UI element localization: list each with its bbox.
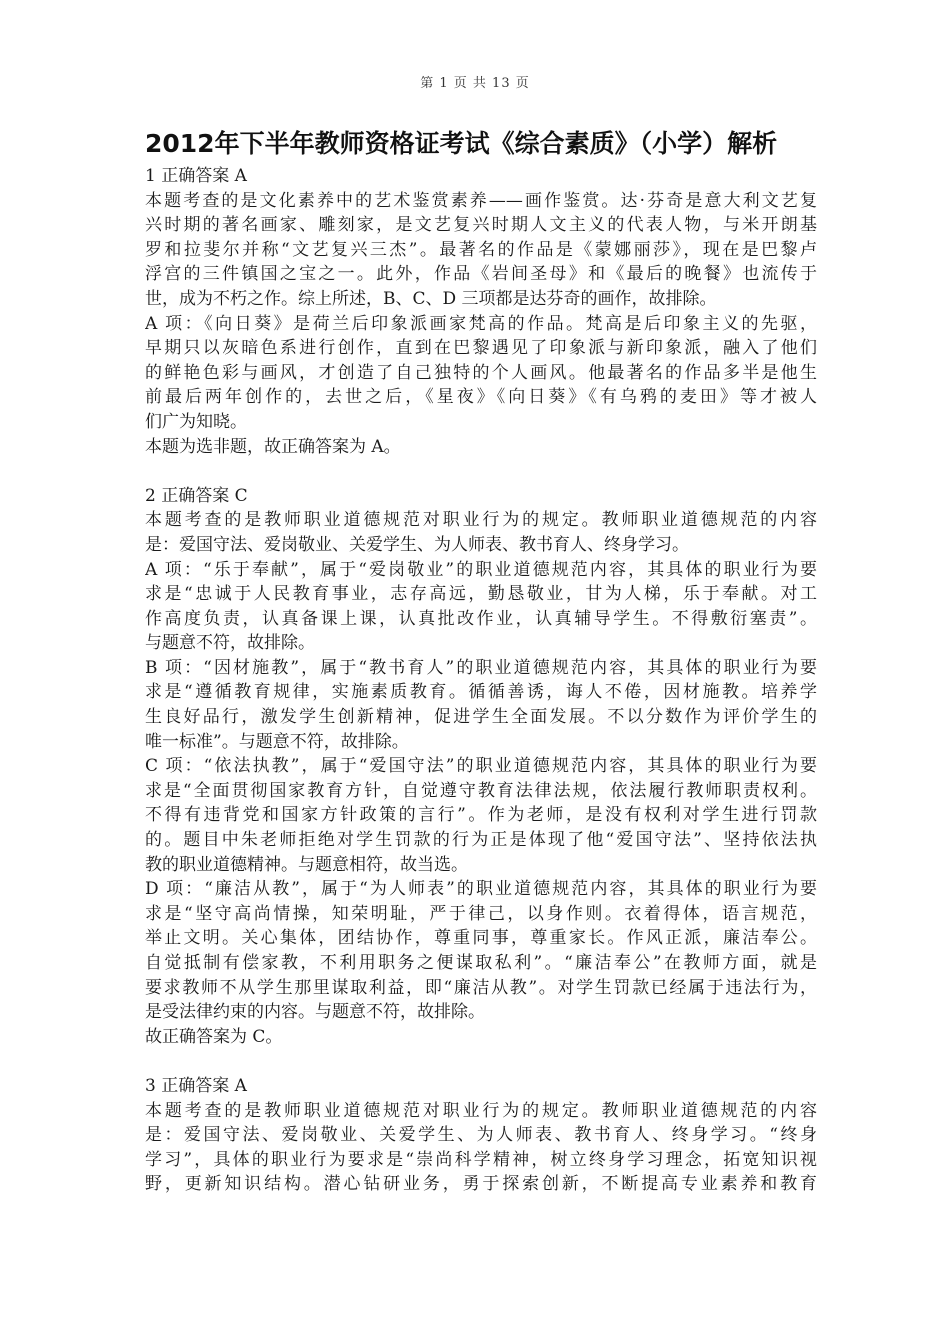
text-line: 世，成为不朽之作。综上所述，B、C、D 三项都是达芬奇的画作，故排除。 <box>145 288 717 309</box>
text-line: 举止文明。关心集体，团结协作，尊重同事，尊重家长。作风正派，廉洁奉公。 <box>145 928 817 949</box>
text-line: 2 正确答案 C <box>145 485 248 506</box>
text-line: 前最后两年创作的，去世之后，《星夜》《向日葵》《有乌鸦的麦田》等才被人 <box>145 387 817 408</box>
text-line: 学习”，具体的职业行为要求是“崇尚科学精神，树立终身学习理念，拓宽知识视 <box>145 1149 817 1170</box>
blank-line <box>145 459 817 484</box>
blank-line <box>145 1049 817 1074</box>
text-line: 浮宫的三件镇国之宝之一。此外，作品《岩间圣母》和《最后的晚餐》也流传于 <box>145 264 817 285</box>
text-line: D 项：“廉洁从教”，属于“为人师表”的职业道德规范内容，其具体的职业行为要 <box>145 879 817 900</box>
text-line: 故正确答案为 C。 <box>145 1026 283 1047</box>
text-line: 是：爱国守法、爱岗敬业、关爱学生、为人师表、教书育人、终身学习。“终身 <box>145 1125 817 1146</box>
text-line: A 项：《向日葵》是荷兰后印象派画家梵高的作品。梵高是后印象主义的先驱， <box>145 313 817 334</box>
text-line: 唯一标准”。与题意不符，故排除。 <box>145 731 409 752</box>
text-line: 求是“全面贯彻国家教育方针，自觉遵守教育法律法规，依法履行教师职责权利。 <box>145 780 817 801</box>
text-line: 本题考查的是教师职业道德规范对职业行为的规定。教师职业道德规范的内容 <box>145 510 817 531</box>
text-line: 1 正确答案 A <box>145 166 247 186</box>
text-line: 兴时期的著名画家、雕刻家，是文艺复兴时期人文主义的代表人物，与米开朗基 <box>145 215 817 236</box>
text-line: 本题为选非题，故正确答案为 A。 <box>145 436 401 457</box>
text-line: 们广为知晓。 <box>145 411 247 432</box>
text-line: 本题考查的是文化素养中的艺术鉴赏素养——画作鉴赏。达·芬奇是意大利文艺复 <box>145 190 817 211</box>
text-line: 的鲜艳色彩与画风，才创造了自己独特的个人画风。他最著名的作品多半是他生 <box>145 362 817 383</box>
text-line: 与题意不符，故排除。 <box>145 633 315 654</box>
text-line: 本题考查的是教师职业道德规范对职业行为的规定。教师职业道德规范的内容 <box>145 1100 817 1121</box>
document-body <box>145 164 817 1197</box>
text-line: 不得有违背党和国家方针政策的言行”。作为老师，是没有权利对学生进行罚款 <box>145 805 817 826</box>
text-line: B 项：“因材施教”，属于“教书育人”的职业道德规范内容，其具体的职业行为要 <box>145 657 817 678</box>
text-line: 3 正确答案 A <box>145 1075 247 1096</box>
text-line: 求是“遵循教育规律，实施素质教育。循循善诱，诲人不倦，因材施教。培养学 <box>145 682 817 703</box>
text-line: 野，更新知识结构。潜心钻研业务，勇于探索创新，不断提高专业素养和教育 <box>145 1174 817 1195</box>
text-line: 的。题目中朱老师拒绝对学生罚款的行为正是体现了他“爱国守法”、坚持依法执 <box>145 830 817 851</box>
text-line: 生良好品行，激发学生创新精神，促进学生全面发展。不以分数作为评价学生的 <box>145 707 817 728</box>
text-line: C 项：“依法执教”，属于“爱国守法”的职业道德规范内容，其具体的职业行为要 <box>145 756 817 777</box>
text-line: 求是“坚守高尚情操，知荣明耻，严于律己，以身作则。衣着得体，语言规范， <box>145 903 817 924</box>
document-title: 2012年下半年教师资格证考试《综合素质》（小学）解析 <box>145 129 778 158</box>
page-number-header: 第 1 页 共 13 页 <box>420 76 530 91</box>
text-line: 作高度负责，认真备课上课，认真批改作业，认真辅导学生。不得敷衍塞责”。 <box>145 608 817 629</box>
text-line: 早期只以灰暗色系进行创作，直到在巴黎遇见了印象派与新印象派，融入了他们 <box>145 338 817 359</box>
text-line: 自觉抵制有偿家教，不利用职务之便谋取私利”。“廉洁奉公”在教师方面，就是 <box>145 953 817 973</box>
text-line: 是：爱国守法、爱岗敬业、关爱学生、为人师表、教书育人、终身学习。 <box>145 534 689 555</box>
text-line: A 项：“乐于奉献”，属于“爱岗敬业”的职业道德规范内容，其具体的职业行为要 <box>145 559 817 580</box>
text-line: 求是“忠诚于人民教育事业，志存高远，勤恳敬业，甘为人梯，乐于奉献。对工 <box>145 584 817 605</box>
text-line: 罗和拉斐尔并称“文艺复兴三杰”。最著名的作品是《蒙娜丽莎》，现在是巴黎卢 <box>145 239 817 260</box>
text-line: 要求教师不从学生那里谋取利益，即“廉洁从教”。对学生罚款已经属于违法行为， <box>145 977 817 998</box>
text-line: 是受法律约束的内容。与题意不符，故排除。 <box>145 1002 485 1023</box>
text-line: 教的职业道德精神。与题意相符，故当选。 <box>145 854 468 875</box>
